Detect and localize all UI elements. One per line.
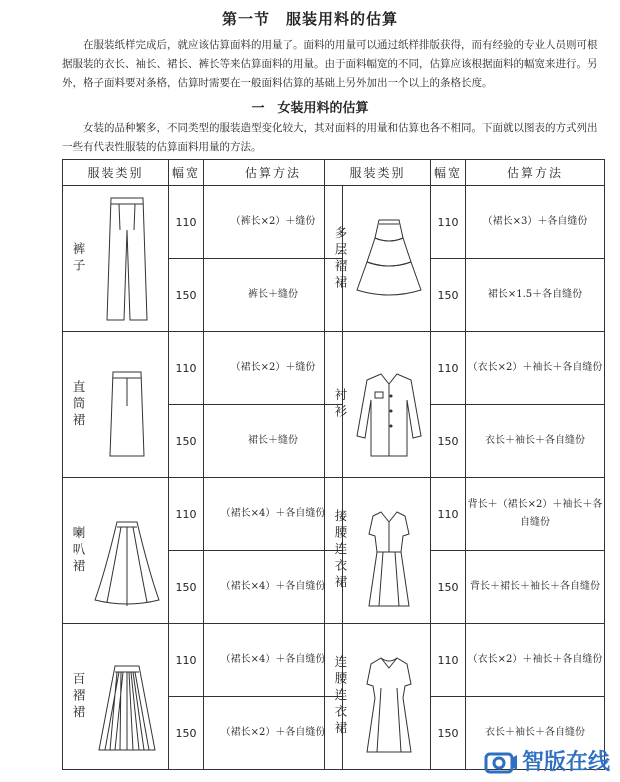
table-row (63, 186, 343, 259)
page-title: 第一节 服装用料的估算 (221, 10, 398, 28)
method-cell: 衣长＋袖长＋各自缝份 (466, 405, 605, 478)
garment-label: 直筒裙 (71, 379, 86, 430)
method-cell: 裙长×1.5＋各自缝份 (466, 259, 605, 332)
width-cell: 110 (431, 478, 466, 551)
header-method: 估算方法 (204, 160, 343, 186)
method-cell: （裙长×2）＋各自缝份 (204, 697, 343, 770)
header-method: 估算方法 (466, 160, 605, 186)
flared-skirt-icon (89, 482, 165, 619)
garment-type-cell (325, 478, 431, 624)
width-cell: 110 (431, 332, 466, 405)
garment-type-cell (63, 624, 169, 770)
width-cell: 150 (431, 551, 466, 624)
method-cell: （裙长×4）＋各自缝份 (204, 551, 343, 624)
section-text: 女装的品种繁多，不同类型的服装造型变化较大，其对面料的用量和估算也各不相同。下面就以图表的方式列出一些有代表性服装的估算面料用量的方法。 (62, 122, 598, 153)
method-cell: 背长＋裙长＋袖长＋各自缝份 (466, 551, 605, 624)
table-row (325, 478, 605, 551)
pleated-skirt-icon (89, 628, 165, 765)
header-type: 服装类别 (325, 160, 431, 186)
width-cell: 110 (169, 186, 204, 259)
intro-paragraph (62, 36, 607, 93)
camera-logo-icon (484, 748, 518, 774)
garment-label: 多层褶裙 (333, 225, 348, 292)
garment-type-cell (63, 478, 169, 624)
table-row (63, 624, 343, 697)
method-cell: 衣长＋袖长＋各自缝份 (466, 697, 605, 770)
right-table (324, 159, 605, 770)
method-cell: 裤长＋缝份 (204, 259, 343, 332)
header-width: 幅宽 (169, 160, 204, 186)
waisted-dress-icon (351, 482, 427, 619)
width-cell: 110 (431, 624, 466, 697)
garment-type-cell (63, 332, 169, 478)
method-cell: （裙长×2）＋缝份 (204, 332, 343, 405)
width-cell: 150 (169, 551, 204, 624)
intro-text: 在服装纸样完成后，就应该估算面料的用量了。面料的用量可以通过纸样排版获得，而有经验的专业人员则可根据服装的衣长、袖长、裙长、裤长等来估算面料的用量。由于面料幅宽的不同，估算应该根据面料的幅宽来进行。另外，格子面料要对条格，估算时需要在一般面料估算的基础上另外加出一个以上的条格长度。 (62, 39, 598, 89)
method-cell: （衣长×2）＋袖长＋各自缝份 (466, 332, 605, 405)
garment-label: 连腰连衣裙 (333, 655, 348, 738)
table-row (325, 332, 605, 405)
method-cell: （裙长×4）＋各自缝份 (204, 478, 343, 551)
table-row (325, 186, 605, 259)
garment-type-cell (325, 624, 431, 770)
watermark (484, 745, 610, 776)
width-cell: 150 (431, 259, 466, 332)
trousers-icon (89, 190, 165, 327)
garment-type-cell (63, 186, 169, 332)
watermark-text: 智版在线 (521, 750, 610, 775)
method-cell: 裙长＋缝份 (204, 405, 343, 478)
garment-label: 接腰连衣裙 (333, 509, 348, 592)
section-title: 一 女装用料的估算 (251, 101, 369, 116)
left-table (62, 159, 343, 770)
garment-label: 衬衫 (333, 388, 348, 421)
garment-label: 裤子 (71, 242, 86, 275)
width-cell: 110 (431, 186, 466, 259)
method-cell: （衣长×2）＋袖长＋各自缝份 (466, 624, 605, 697)
garment-type-cell (325, 186, 431, 332)
shirt-icon (351, 336, 427, 473)
width-cell: 150 (431, 405, 466, 478)
header-type: 服装类别 (63, 160, 169, 186)
onepiece-dress-icon (351, 628, 427, 765)
table-row (63, 478, 343, 551)
width-cell: 150 (431, 697, 466, 770)
method-cell: 背长＋（裙长×2）＋袖长＋各自缝份 (466, 478, 605, 551)
width-cell: 110 (169, 332, 204, 405)
table-row (325, 624, 605, 697)
garment-type-cell (325, 332, 431, 478)
method-cell: （裙长×4）＋各自缝份 (204, 624, 343, 697)
width-cell: 110 (169, 478, 204, 551)
section-paragraph (62, 119, 607, 157)
header-width: 幅宽 (431, 160, 466, 186)
width-cell: 150 (169, 259, 204, 332)
method-cell: （裙长×3）＋各自缝份 (466, 186, 605, 259)
width-cell: 110 (169, 624, 204, 697)
width-cell: 150 (169, 405, 204, 478)
table-row (63, 332, 343, 405)
garment-label: 百褶裙 (71, 671, 86, 722)
method-cell: （裤长×2）＋缝份 (204, 186, 343, 259)
straight-skirt-icon (89, 336, 165, 473)
garment-label: 喇叭裙 (71, 525, 86, 576)
tiered-skirt-icon (351, 190, 427, 327)
width-cell: 150 (169, 697, 204, 770)
